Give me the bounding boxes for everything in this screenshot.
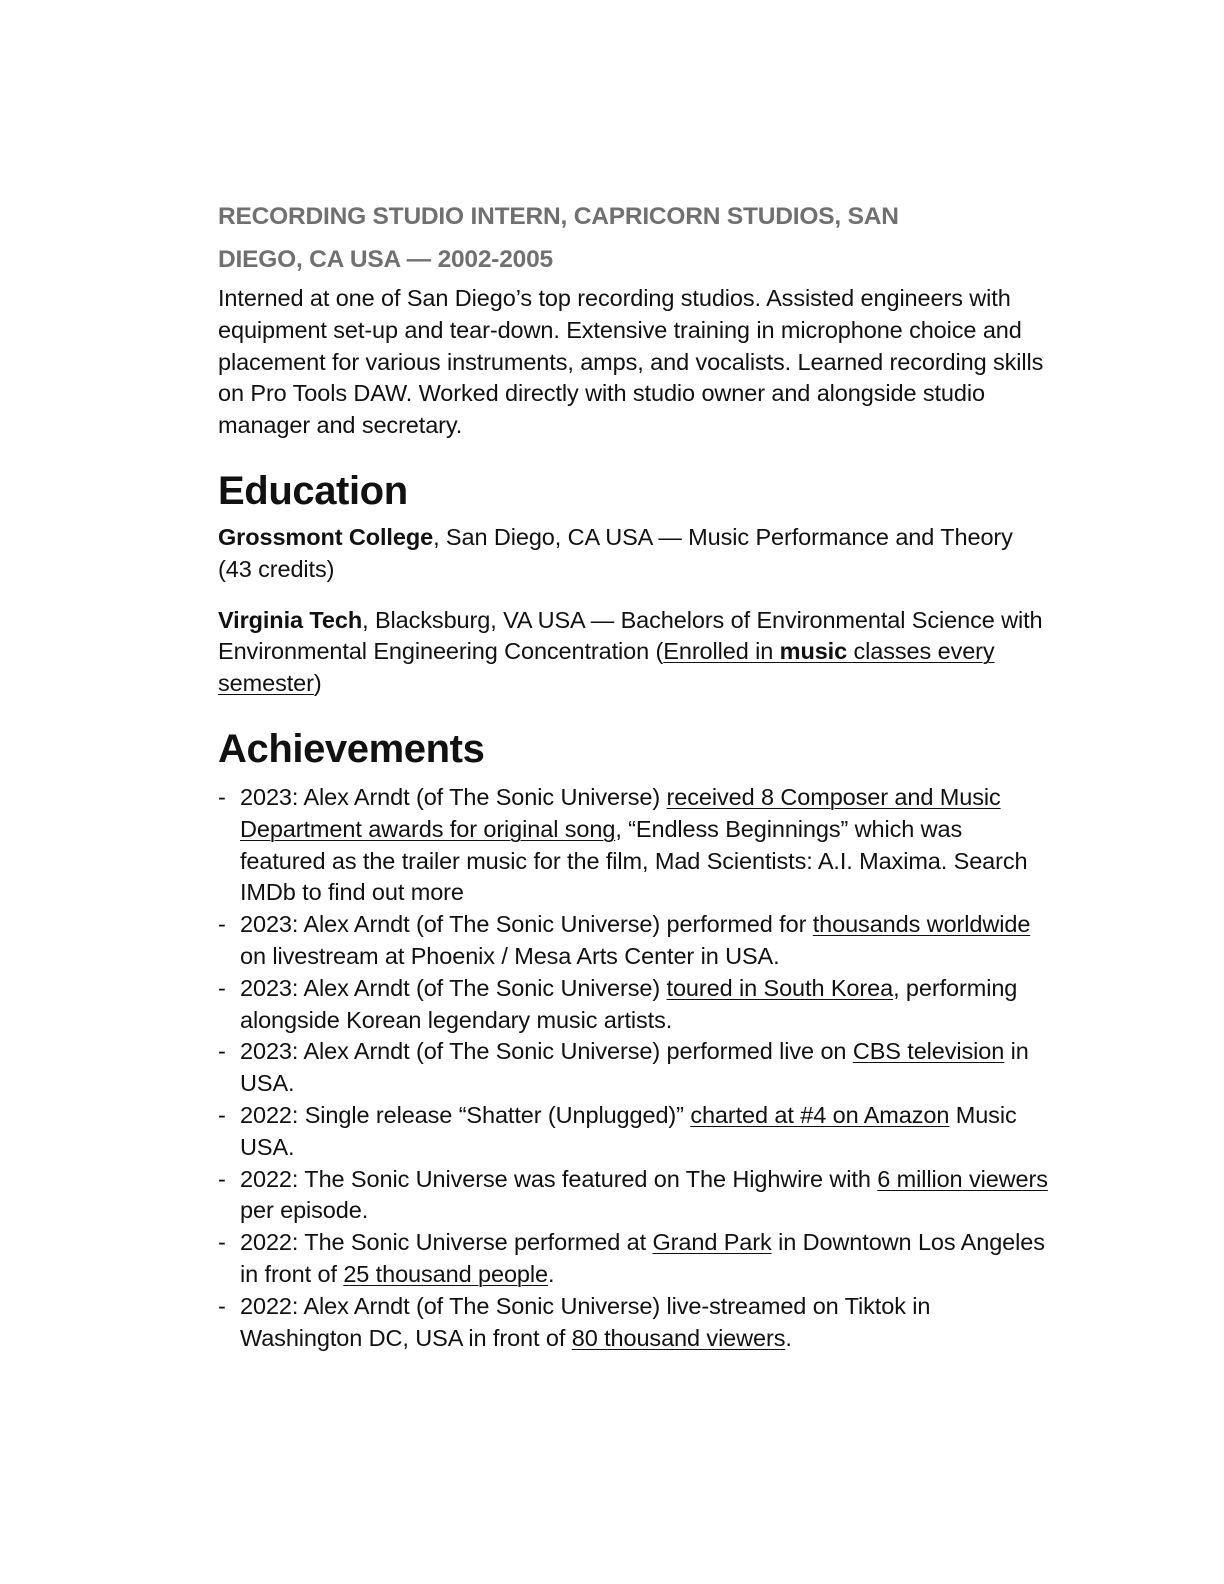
amazon-chart-link[interactable]: charted at #4 on Amazon: [690, 1101, 950, 1128]
list-item: [218, 1036, 1048, 1100]
bullet-dash: -: [218, 911, 226, 938]
resume-page: [218, 195, 1048, 1354]
thousands-worldwide-link[interactable]: thousands worldwide: [812, 911, 1031, 938]
school-name: Grossmont College: [218, 523, 434, 550]
item-text-pre: 2023: Alex Arndt (of The Sonic Universe): [240, 783, 667, 810]
bullet-dash: -: [218, 1292, 226, 1319]
experience-entry: [218, 195, 1048, 442]
eighty-thousand-viewers-link[interactable]: 80 thousand viewers: [571, 1324, 786, 1351]
cbs-television-link[interactable]: CBS television: [852, 1038, 1005, 1065]
link-text-pre: Enrolled in: [663, 638, 780, 665]
grand-park-link[interactable]: Grand Park: [652, 1229, 772, 1256]
item-text-post: in USA.: [240, 1038, 1029, 1097]
bullet-dash: -: [218, 974, 226, 1001]
closing-paren: ): [313, 670, 322, 697]
item-text-post: .: [547, 1260, 555, 1287]
bullet-dash: -: [218, 1101, 226, 1128]
south-korea-tour-link[interactable]: toured in South Korea: [666, 974, 894, 1001]
item-text-pre: 2023: Alex Arndt (of The Sonic Universe): [240, 974, 667, 1001]
school-details: , San Diego, CA USA — Music Performance and Theory (43 credits): [218, 523, 1013, 582]
education-entry-virginia-tech: [218, 605, 1048, 700]
achievements-heading: Achievements: [218, 726, 485, 771]
list-item: [218, 1164, 1048, 1228]
six-million-viewers-link[interactable]: 6 million viewers: [877, 1165, 1048, 1192]
list-item: [218, 1100, 1048, 1164]
item-text-post: Music USA.: [240, 1101, 1017, 1160]
item-text-mid: in Downtown Los Angeles in front of: [240, 1229, 1045, 1287]
school-name: Virginia Tech: [218, 606, 363, 633]
item-text-pre: 2022: Alex Arndt (of The Sonic Universe) live-streamed on Tiktok in Washington DC, USA in front of: [240, 1292, 931, 1351]
job-description: Interned at one of San Diego’s top recording studios. Assisted engineers with equipment set-up and tear-down. Extensive training in microphone choice and placement for various instruments, amps, and vocalists. Learned recording skills on Pro Tools DAW. Worked directly with studio owner and alongside studio manager and secretary.: [218, 285, 1044, 439]
item-text-post: per episode.: [240, 1197, 369, 1224]
education-heading: Education: [218, 468, 408, 513]
link-text-post: classes every semester: [218, 638, 995, 697]
list-item: [218, 973, 1048, 1037]
link-text-bold: music: [779, 638, 848, 665]
item-text-post: .: [785, 1324, 792, 1351]
education-entry-grossmont: [218, 522, 1048, 586]
list-item: [218, 782, 1048, 909]
awards-link[interactable]: received 8 Composer and Music Department awards for original song: [240, 783, 1001, 842]
bullet-dash: -: [218, 1229, 226, 1256]
school-details: , Blacksburg, VA USA — Bachelors of Environmental Science with Environmental Engineering Concentration (: [218, 606, 1043, 665]
item-text-pre: 2022: The Sonic Universe performed at: [240, 1229, 653, 1256]
list-item: [218, 1291, 1048, 1355]
bullet-dash: -: [218, 1038, 226, 1065]
achievements-list: [218, 782, 1048, 1354]
item-text-post: , “Endless Beginnings” which was featured as the trailer music for the film, Mad Scientists: A.I. Maxima. Search IMDb to find out more: [240, 815, 1028, 906]
item-text-post: , performing alongside Korean legendary music artists.: [240, 974, 1018, 1033]
bullet-dash: -: [218, 1165, 226, 1192]
item-text-pre: 2022: Single release “Shatter (Unplugged)”: [240, 1101, 691, 1128]
item-text-post: on livestream at Phoenix / Mesa Arts Center in USA.: [240, 942, 780, 969]
twenty-five-thousand-link[interactable]: 25 thousand people: [343, 1260, 548, 1287]
list-item: [218, 909, 1048, 973]
job-title-line-1: RECORDING STUDIO INTERN, CAPRICORN STUDIOS, SAN: [218, 203, 899, 230]
item-text-pre: 2023: Alex Arndt (of The Sonic Universe) performed for: [240, 911, 813, 938]
job-title-line-2: DIEGO, CA USA — 2002-2005: [218, 246, 553, 273]
item-text-pre: 2023: Alex Arndt (of The Sonic Universe) performed live on: [240, 1038, 853, 1065]
list-item: [218, 1227, 1048, 1291]
item-text-pre: 2022: The Sonic Universe was featured on The Highwire with: [240, 1165, 878, 1192]
bullet-dash: -: [218, 783, 226, 810]
